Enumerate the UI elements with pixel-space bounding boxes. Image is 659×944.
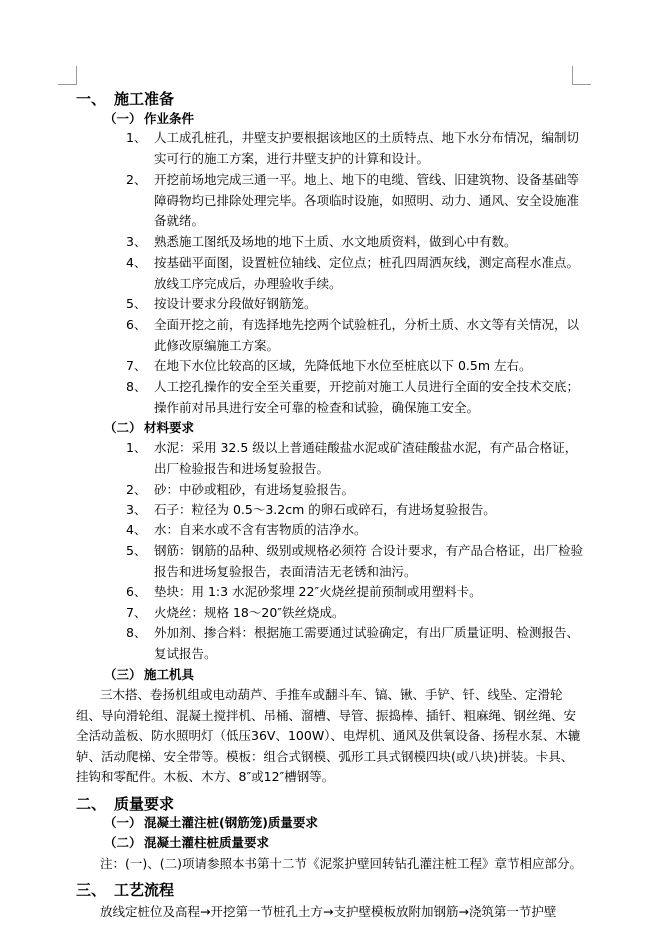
section-heading-process-flow: 三、 工艺流程 bbox=[76, 881, 175, 899]
section-heading-construction-prep: 一、 施工准备 bbox=[76, 90, 175, 108]
list-item: 3、 石子：粒径为 0.5～3.2cm 的卵石或碎石，有进场复验报告。 bbox=[126, 502, 496, 517]
list-item: 6、 全面开挖之前，有选择地先挖两个试验桩孔，分析土质、水文等有关情况，以此修改原编施工方案。 bbox=[126, 317, 580, 353]
list-item: 3、 熟悉施工图纸及场地的地下土质、水文地质资料，做到心中有数。 bbox=[126, 234, 517, 249]
list-item: 7、 火烧丝：规格 18～20″铁丝烧成。 bbox=[126, 605, 345, 620]
list-item: 8、 人工挖孔操作的安全至关重要，开挖前对施工人员进行全面的安全技术交底；操作前对吊具进行安全可靠的检查和试验，确保施工安全。 bbox=[126, 379, 580, 415]
list-item: 2、 开挖前场地完成三通一平。地上、地下的电缆、管线、旧建筑物、设备基础等障碍物均已排除处理完毕。各项临时设施，如照明、动力、通风、安全设施准备就绪。 bbox=[126, 172, 580, 228]
list-item: 1、 人工成孔桩孔，井壁支护要根据该地区的土质特点、地下水分布情况，编制切实可行的施工方案，进行井壁支护的计算和设计。 bbox=[126, 130, 580, 166]
subsection-heading-construction-equipment: （三） 施工机具 bbox=[104, 667, 195, 682]
list-item: 4、 水：自来水或不含有害物质的洁净水。 bbox=[126, 522, 367, 537]
list-item: 6、 垫块：用 1:3 水泥砂浆埋 22″火烧丝提前预制或用塑料卡。 bbox=[126, 584, 482, 599]
list-item: 8、 外加剂、掺合料：根据施工需要通过试验确定，有出厂质量证明、检测报告、复试报告。 bbox=[126, 625, 580, 661]
subsection-heading-work-conditions: （一） 作业条件 bbox=[104, 111, 195, 126]
list-item: 7、 在地下水位比较高的区域，先降低地下水位至桩底以下 0.5m 左右。 bbox=[126, 358, 532, 373]
list-item: 5、 按设计要求分段做好钢筋笼。 bbox=[126, 296, 317, 311]
process-flow-text: 放线定桩位及高程→开挖第一节桩孔土方→支护壁模板放附加钢筋→浇筑第一节护壁 bbox=[100, 904, 557, 919]
subsection-heading-material-requirements: （二） 材料要求 bbox=[104, 420, 195, 435]
section-heading-quality-requirements: 二、 质量要求 bbox=[76, 795, 175, 813]
equipment-paragraph: 三木搭、卷扬机组或电动葫芦、手推车或翻斗车、镐、锹、手铲、钎、线坠、定滑轮组、导向滑轮组、混凝土搅拌机、吊桶、溜槽、导管、振捣棒、插钎、粗麻绳、钢丝绳、安全活动盖板、防水照明灯（低压36V、100W）、电焊机、通风及供氧设备、扬程水泵、木辘轳、活动爬梯、安全带等。模板：组合式钢模、弧形工具式钢模四块(或八块)拼装。卡具、挂钩和零配件。木板、木方、8″或12″槽钢等。 bbox=[76, 687, 581, 784]
list-item: 2、 砂：中砂或粗砂，有进场复验报告。 bbox=[126, 482, 355, 497]
crop-mark-top-right bbox=[572, 66, 591, 85]
list-item: 5、 钢筋：钢筋的品种、级别或规格必须符 合设计要求，有产品合格证，出厂检验报告和进场复验报告，表面清洁无老锈和油污。 bbox=[126, 543, 583, 579]
subsection-heading-cage-quality: （一） 混凝土灌注桩(钢筋笼)质量要求 bbox=[104, 815, 318, 830]
reference-note: 注：(一)、(二)项请参照本书第十二节《泥浆护壁回转钻孔灌注桩工程》章节相应部分。 bbox=[100, 856, 583, 871]
crop-mark-top-left bbox=[58, 66, 77, 85]
list-item: 1、 水泥：采用 32.5 级以上普通硅酸盐水泥或矿渣硅酸盐水泥，有产品合格证，出厂检验报告和进场复验报告。 bbox=[126, 440, 578, 476]
list-item: 4、 按基础平面图，设置桩位轴线、定位点；桩孔四周洒灰线，测定高程水准点。放线工序完成后，办理验收手续。 bbox=[126, 255, 580, 291]
subsection-heading-pile-quality: （二） 混凝土灌柱桩质量要求 bbox=[104, 835, 270, 850]
